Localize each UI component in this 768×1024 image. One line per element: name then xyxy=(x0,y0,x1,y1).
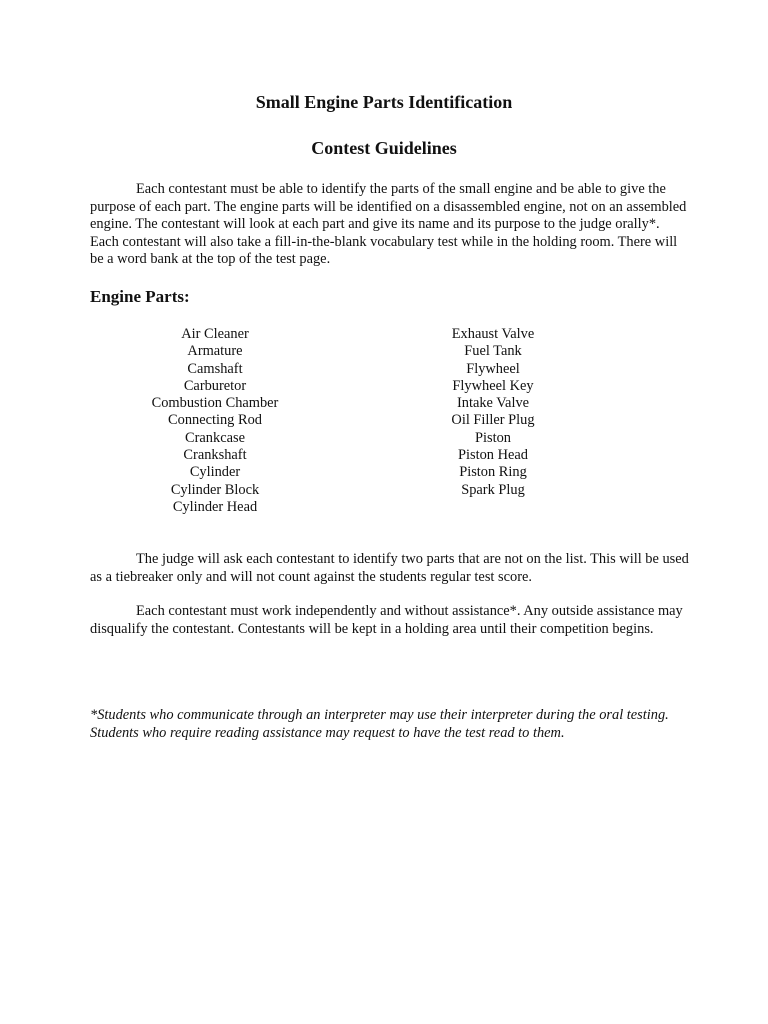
part-item: Combustion Chamber xyxy=(151,395,279,412)
part-item: Fuel Tank xyxy=(464,343,522,360)
part-item: Intake Valve xyxy=(456,395,530,412)
part-item: Carburetor xyxy=(183,377,247,394)
part-item: Piston Ring xyxy=(459,464,527,481)
tiebreaker-paragraph: The judge will ask each contestant to identify two parts that are not on the list. This will be used as a tiebreaker only and will not count against the students regular test score. xyxy=(90,551,689,585)
document-subtitle: Contest Guidelines xyxy=(311,138,457,158)
part-item: Oil Filler Plug xyxy=(451,412,535,429)
part-item: Cylinder xyxy=(189,464,241,481)
document-title: Small Engine Parts Identification xyxy=(255,92,513,112)
part-item: Armature xyxy=(187,343,243,360)
engine-parts-heading: Engine Parts: xyxy=(90,287,190,306)
part-item: Piston xyxy=(475,429,511,446)
part-item: Piston Head xyxy=(458,447,528,464)
part-item: Cylinder Head xyxy=(172,498,258,515)
part-item: Spark Plug xyxy=(461,481,525,498)
part-item: Connecting Rod xyxy=(168,412,262,429)
part-item: Flywheel xyxy=(466,360,520,377)
part-item: Air Cleaner xyxy=(181,326,249,342)
part-item: Exhaust Valve xyxy=(451,326,535,342)
footnote-paragraph: *Students who communicate through an interpreter may use their interpreter during the oral testing. Students who require reading assistance may request to have the test read to them. xyxy=(90,707,669,741)
part-item: Cylinder Block xyxy=(170,481,260,498)
independence-paragraph: Each contestant must work independently and without assistance*. Any outside assistance may disqualify the contestant. Contestants will be kept in a holding area until their competition begins. xyxy=(90,603,683,637)
part-item: Flywheel Key xyxy=(452,377,534,394)
part-item: Camshaft xyxy=(187,360,243,377)
parts-list-right xyxy=(393,326,593,499)
intro-paragraph: Each contestant must be able to identify the parts of the small engine and be able to give the purpose of each part. The engine parts will be identified on a disassembled engine, not on an assembled engine. The contestant will look at each part and give its name and its purpose to the judge orally*. Each contestant will also take a fill-in-the-blank vocabulary test while in the holding room. There will be a word bank at the top of the test page. xyxy=(90,181,687,267)
part-item: Crankcase xyxy=(185,429,245,446)
part-item: Crankshaft xyxy=(183,447,247,464)
parts-list-left xyxy=(115,326,315,516)
